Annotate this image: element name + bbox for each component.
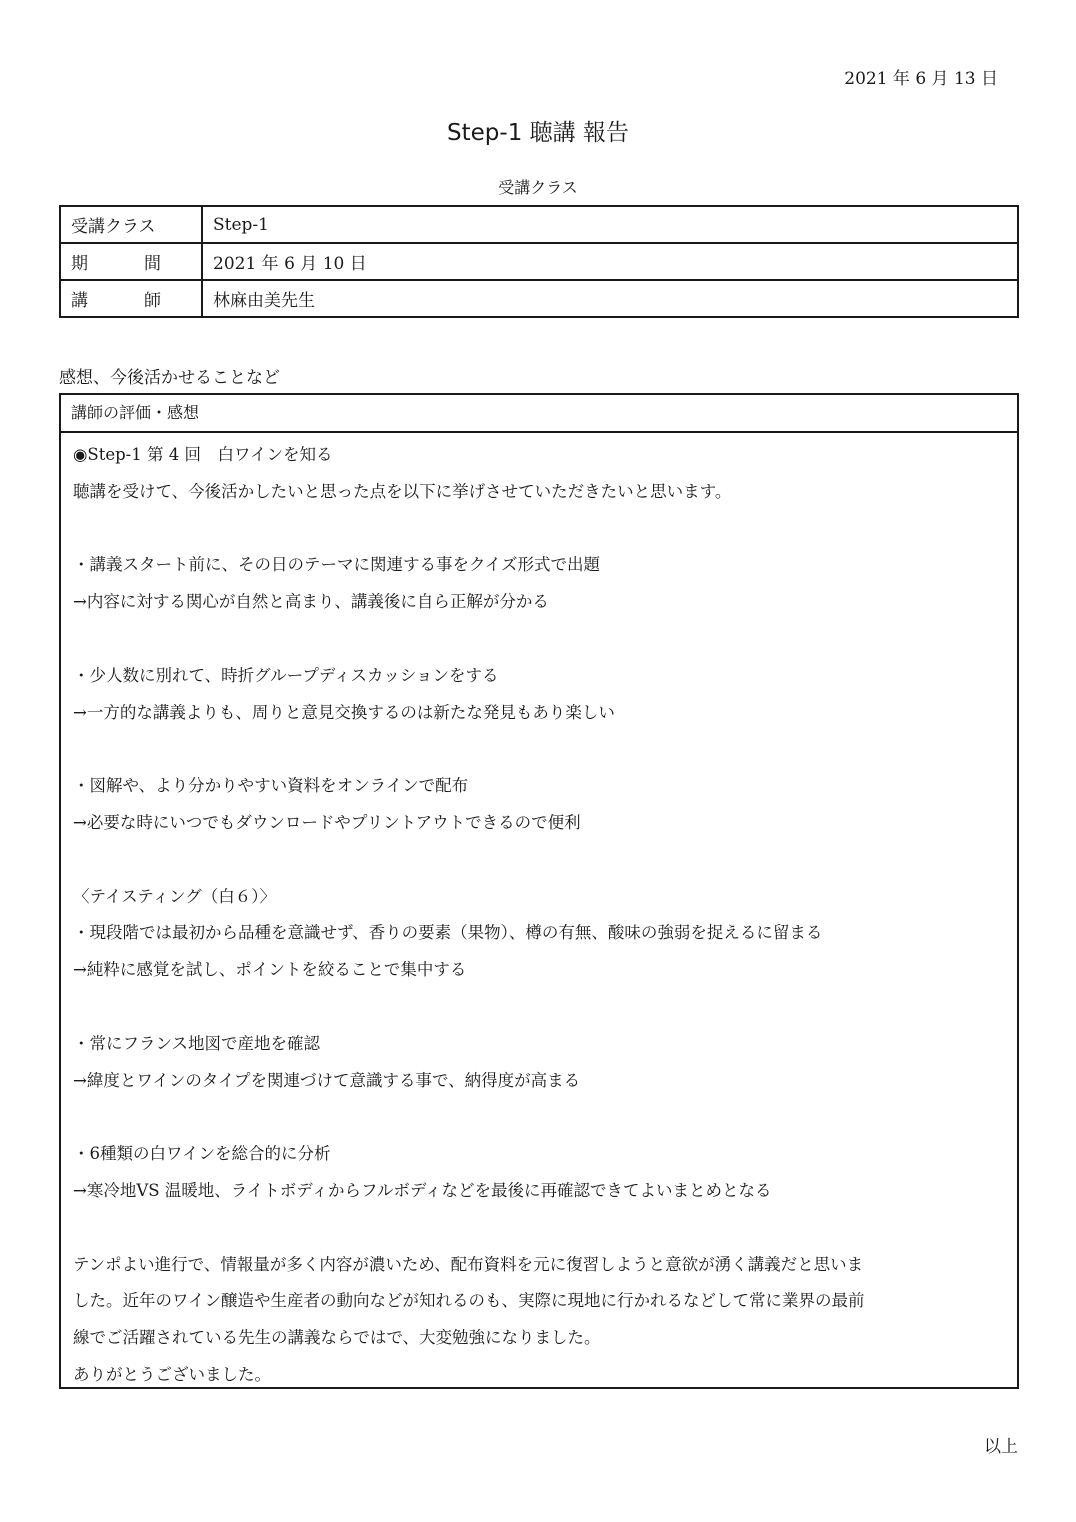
review-line: 聴講を受けて、今後活かしたいと思った点を以下に挙げさせていただきたいと思います。 [73,481,732,501]
review-body [61,433,1017,1394]
instructor-label [60,280,202,317]
review-line: →純粋に感覚を試し、ポイントを絞ることで集中する [73,960,467,980]
review-line [73,1099,1005,1136]
review-line: 線でご活躍されている先生の講義ならではで、大変勉強になりました。 [73,1328,601,1348]
review-line [73,621,1005,658]
review-line [73,1210,1005,1247]
report-date: 2021 年 6 月 13 日 [844,69,998,89]
instructor-value: 林麻由美先生 [202,280,1018,317]
review-line [73,731,1005,768]
period-value: 2021 年 6 月 10 日 [202,243,1018,280]
period-label-char: 間 [144,254,161,274]
review-line [73,989,1005,1026]
review-line: ・少人数に別れて、時折グループディスカッションをする [73,665,499,685]
review-line: →寒冷地VS 温暖地、ライトボディからフルボディなどを最後に再確認できてよいまとめとなる [73,1180,772,1200]
instructor-label-char: 師 [144,291,161,311]
instructor-label-char: 講 [71,291,88,311]
class-value: Step-1 [202,206,1018,243]
review-box [59,393,1019,1389]
review-line: テンポよい進行で、情報量が多く内容が濃いため、配布資料を元に復習しようと意欲が湧く講義だと思いま [73,1254,864,1274]
review-line: した。近年のワイン醸造や生産者の動向などが知れるのも、実際に現地に行かれるなどして常に業界の最前 [73,1291,865,1311]
review-line: 〈テイスティング（白６）〉 [73,886,276,906]
review-line [73,842,1005,879]
page-title: Step-1 聴講 報告 [447,120,629,146]
review-line: →一方的な講義よりも、周りと意見交換するのは新たな発見もあり楽しい [73,702,615,722]
class-info-table [59,205,1019,318]
review-line: →緯度とワインのタイプを関連づけて意識する事で、納得度が高まる [73,1070,581,1090]
period-label-char: 期 [71,254,88,274]
review-line: ◉Step-1 第 4 回 白ワインを知る [73,445,333,464]
review-line: ・6種類の白ワインを総合的に分析 [73,1144,331,1164]
review-line: ・現段階では最初から品種を意識せず、香りの要素（果物）、樽の有無、酸味の強弱を捉えるに留まる [73,923,823,943]
closing-mark: 以上 [984,1437,1018,1457]
table-row [60,206,1018,243]
period-label [60,243,202,280]
table-row [60,280,1018,317]
review-line: ・講義スタート前に、その日のテーマに関連する事をクイズ形式で出題 [73,555,601,575]
review-line [73,511,1005,548]
section-label: 感想、今後活かせることなど [59,368,280,388]
review-line: →内容に対する関心が自然と高まり、講義後に自ら正解が分かる [73,592,549,612]
table-caption: 受講クラス [498,178,578,197]
review-header: 講師の評価・感想 [61,395,1017,433]
review-line: →必要な時にいつでもダウンロードやプリントアウトできるので便利 [73,812,581,832]
review-line: ・図解や、より分かりやすい資料をオンラインで配布 [73,776,469,796]
class-label: 受講クラス [60,206,202,243]
review-line: ありがとうございました。 [73,1364,271,1384]
review-line: ・常にフランス地図で産地を確認 [73,1033,321,1053]
table-row [60,243,1018,280]
